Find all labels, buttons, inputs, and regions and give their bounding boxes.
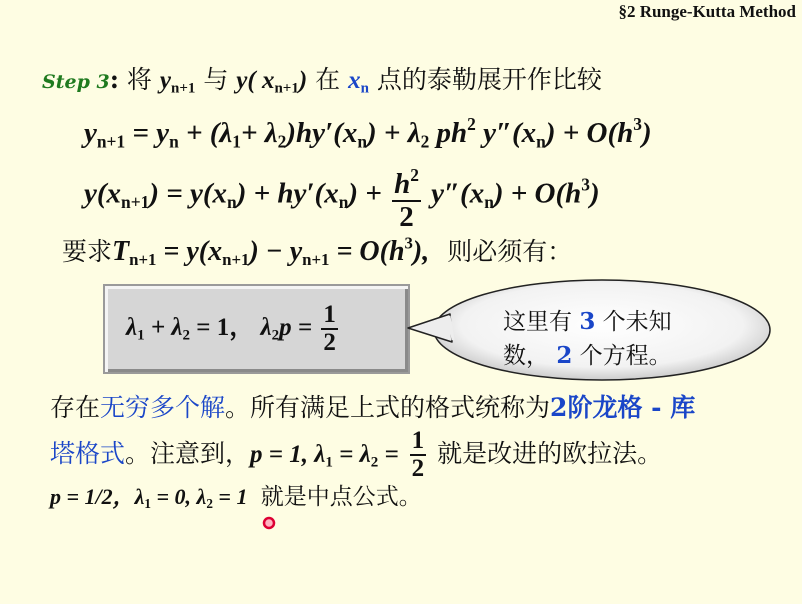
bubble-text-a: 这里有 (503, 309, 572, 335)
bubble-line-1 (503, 303, 672, 336)
box-sub-1: 1 (137, 327, 145, 344)
para-math-2b: = λ (339, 440, 371, 468)
para-math-3a: p = 1/2，λ (50, 484, 145, 509)
req-part-c: = O(h (336, 236, 405, 267)
req-T-sub: n+1 (129, 250, 157, 270)
para-math-3c: = 1 (218, 484, 248, 509)
condition-equation (126, 302, 341, 357)
para-frac-den: 2 (411, 455, 425, 483)
bubble-line-2 (503, 337, 672, 370)
eq2-part-c: ) + (348, 177, 382, 210)
para-text-3b: 就是中点公式。 (260, 484, 422, 510)
para-highlight-infinite: 无穷多个解 (100, 393, 226, 422)
eq2-sub-xn2: n (338, 191, 349, 212)
box-equals-one: = 1， (196, 313, 255, 341)
eq2-part-a: ) = y(x (149, 177, 228, 210)
eq1-lhs-sub: n+1 (96, 131, 126, 152)
bubble-num-2: 2 (556, 342, 573, 369)
step-at: 在 (315, 65, 341, 94)
box-frac-den: 2 (323, 329, 336, 357)
eq2-fraction (392, 160, 421, 232)
eq1-sub-l2: 2 (277, 131, 287, 152)
step-intro: 将 (126, 65, 152, 94)
para-sub-2b: 2 (370, 454, 379, 471)
step-close: ) (298, 67, 308, 94)
box-p-equals: p = (279, 313, 313, 341)
eq2-lhs-sub: n+1 (121, 191, 150, 212)
bubble-text-b: 个未知 (602, 309, 672, 335)
eq1-sub-l2b: 2 (420, 131, 430, 152)
step-label: Step 3 (42, 71, 110, 93)
eq2-frac-num: h (394, 168, 411, 201)
step-colon: : (109, 65, 119, 94)
req-T: T (112, 236, 130, 267)
eq1-part-f: ph (429, 117, 468, 150)
eq2-part-f: ) (590, 177, 600, 210)
section-header (618, 2, 796, 22)
para-sub-3a: 1 (144, 495, 152, 511)
eq1-part-e: ) + λ (367, 117, 421, 150)
bubble-text-d: 个方程。 (579, 343, 672, 369)
eq1-part-d: )hy′(x (286, 117, 358, 150)
eq1-lhs: y (84, 117, 97, 150)
box-fraction (321, 302, 338, 357)
eq2-frac-sup: 2 (410, 165, 419, 185)
eq1-sub-xn2: n (536, 131, 546, 152)
para-text-2a: 。注意到， (125, 438, 251, 468)
para-fraction (410, 428, 427, 483)
para-text-1b: 。所有满足上式的格式统称为 (225, 393, 551, 422)
eq2-frac-den: 2 (399, 200, 414, 233)
eq1-sup-h3: 3 (633, 114, 642, 134)
req-part-a: = y(x (163, 236, 223, 267)
para-math-2a: p = 1, λ (250, 440, 326, 468)
req-sub-b: n+1 (302, 250, 330, 270)
eq2-lhs: y(x (84, 177, 122, 210)
equation-2 (84, 160, 600, 232)
step-y-of: y( (236, 67, 256, 94)
eq2-sub-xn: n (227, 191, 237, 212)
section-title: Runge-Kutta Method (639, 2, 796, 21)
para-highlight-scheme: 塔格式 (50, 438, 126, 468)
req-sup-c: 3 (404, 233, 413, 253)
cursor-pointer-icon (261, 515, 277, 531)
box-sub-2b: 2 (271, 327, 280, 344)
req-suffix: 则必须有： (447, 237, 573, 266)
paragraph-line-2 (50, 428, 662, 483)
step-x-sub: n+1 (274, 80, 299, 97)
eq2-part-b: ) + hy′(x (236, 177, 339, 210)
bubble-num-3: 3 (579, 308, 596, 335)
req-part-b: ) − y (249, 236, 303, 267)
step-y: y (159, 67, 171, 94)
eq2-part-e: ) + O(h (493, 177, 582, 210)
bubble-text-c: 数， (503, 343, 549, 369)
step-line (42, 60, 602, 98)
req-sub-a: n+1 (222, 250, 250, 270)
para-sub-2a: 1 (325, 454, 333, 471)
paragraph-line-3 (50, 478, 422, 512)
req-prefix: 要求 (62, 237, 113, 266)
para-sub-3b: 2 (206, 495, 213, 511)
step-rest: 点的泰勒展开作比较 (376, 65, 602, 94)
eq1-sub-xn: n (357, 131, 368, 152)
step-xn-sub: n (360, 80, 369, 97)
eq1-part-b: + (λ (185, 117, 233, 150)
step-xn: x (348, 67, 361, 94)
requirement-line (62, 232, 572, 270)
box-frac-num: 1 (321, 302, 338, 330)
step-y-sub: n+1 (170, 80, 196, 97)
eq1-sub-l1: 1 (232, 131, 241, 152)
para-highlight-rk: 2阶龙格 - 库 (550, 393, 696, 422)
step-x: x (261, 67, 275, 94)
eq1-part-c: + λ (241, 117, 278, 150)
eq2-sup-h3: 3 (581, 174, 590, 195)
eq1-sub-a: n (169, 131, 179, 152)
eq1-part-g: y″(x (475, 117, 537, 150)
eq2-part-d: y″(x (431, 177, 485, 210)
paragraph-line-1 (50, 388, 695, 424)
para-frac-num: 1 (410, 428, 427, 456)
para-text-1a: 存在 (50, 393, 101, 422)
box-sub-2: 2 (182, 327, 190, 344)
box-lambda2: λ (260, 313, 272, 341)
eq1-sup-h: 2 (467, 114, 476, 134)
req-part-d: ), (412, 236, 430, 267)
box-lambda1: λ (126, 313, 138, 341)
eq2-sub-xn3: n (484, 191, 494, 212)
equation-1 (84, 114, 652, 152)
section-mark: §2 (618, 2, 636, 21)
step-with: 与 (203, 65, 229, 94)
box-plus-lambda2: + λ (150, 313, 183, 341)
para-text-2b: 就是改进的欧拉法。 (437, 438, 663, 468)
eq1-part-h: ) + O(h (545, 117, 634, 150)
eq1-part-a: = y (132, 117, 170, 150)
para-math-3b: = 0, λ (156, 484, 207, 509)
para-math-2c: = (384, 440, 399, 468)
eq1-part-i: ) (641, 117, 652, 150)
